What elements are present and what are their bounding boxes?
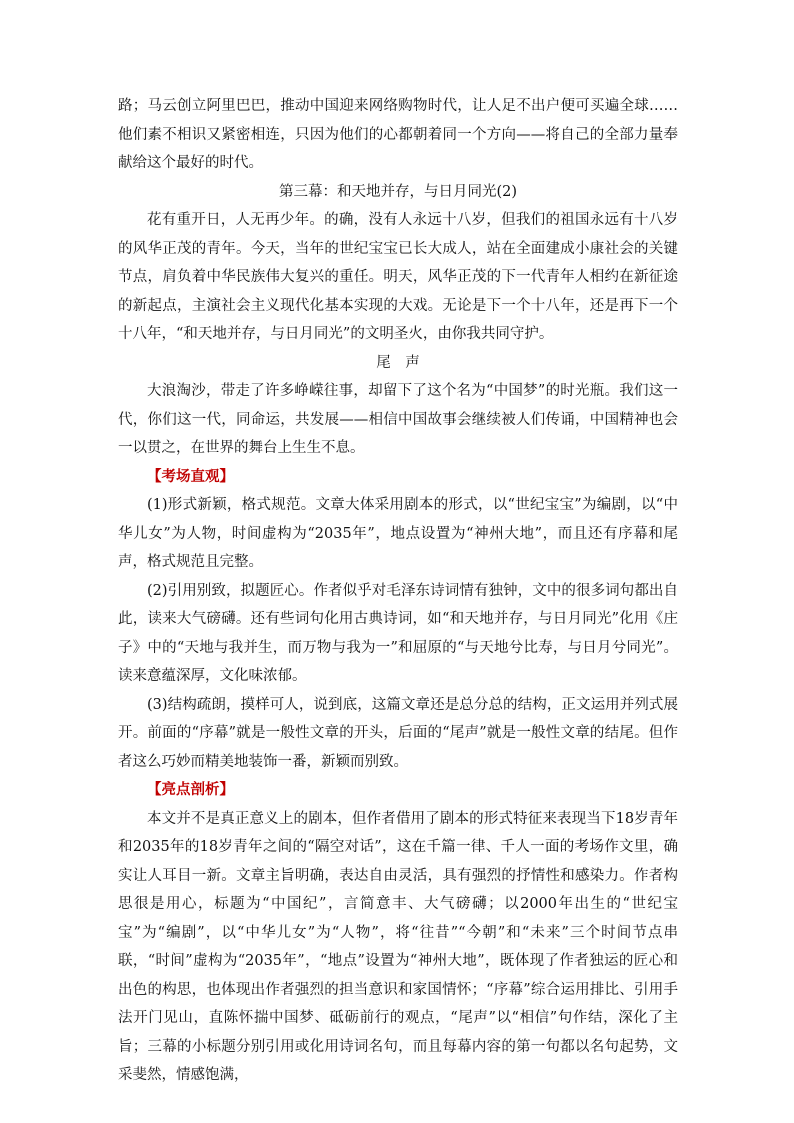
exam-view-point-1: (1)形式新颖，格式规范。文章大体采用剧本的形式，以“世纪宝宝”为编剧，以“中华儿女”为人物，时间虚构为“2035年”，地点设置为“神州大地”，而且还有序幕和尾声，格式规范且完整。 — [118, 497, 678, 570]
intro-paragraph: 路；马云创立阿里巴巴，推动中国迎来网络购物时代，让人足不出户便可买遍全球……他们素不相识又紧密相连，只因为他们的心都朝着同一个方向——将自己的全部力量奉献给这个最好的时代。 — [118, 98, 678, 171]
section-exam-view-tag: 【考场直观】 — [147, 467, 234, 485]
exam-view-point-3: (3)结构疏朗，摸样可人，说到底，这篇文章还是总分总的结构，正文运用并列式展开。前面的“序幕”就是一般性文章的开头，后面的“尾声”就是一般性文章的结尾。但作者这么巧妙而精美地装饰一番，新颖而别致。 — [118, 696, 678, 770]
act3-title: 第三幕：和天地并存，与日月同光(2) — [278, 183, 518, 200]
epilogue-paragraph: 大浪淘沙，带走了许多峥嵘往事，却留下了这个名为“中国梦”的时光瓶。我们这一代，你们这一代，同命运，共发展——相信中国故事会继续被人们传诵，中国精神也会一以贯之，在世界的舞台上生生不息。 — [118, 383, 678, 456]
epilogue-title: 尾 声 — [376, 354, 420, 371]
highlight-paragraph: 本文并不是真正意义上的剧本，但作者借用了剧本的形式特征来表现当下18岁青年和2035年的18岁青年之间的“隔空对话”，这在千篇一律、千人一面的考场作文里，确实让人耳目一新。文章主旨明确，表达自由灵活，具有强烈的抒情性和感染力。作者构思很是用心，标题为“中国纪”，言简意丰、大气磅礴；以2000年出生的“世纪宝宝”为“编剧”，以“中华儿女”为“人物”，将“往昔”“今朝”和“未来”三个时间节点串联，“时间”虚构为“2035年”，“地点”设置为“神州大地”，既体现了作者独运的匠心和出色的构思，也体现出作者强烈的担当意识和家国情怀；“序幕”综合运用排比、引用手法开门见山，直陈怀揣中国梦、砥砺前行的观点，“尾声”以“相信”句作结，深化了主旨；三幕的小标题分别引用或化用诗词名句，而且每幕内容的第一句都以名句起势，文采斐然，情感饱满， — [118, 810, 678, 1083]
act3-paragraph: 花有重开日，人无再少年。的确，没有人永远十八岁，但我们的祖国永远有十八岁的风华正茂的青年。今天，当年的世纪宝宝已长大成人，站在全面建成小康社会的关键节点，肩负着中华民族伟大复兴的重任。明天，风华正茂的下一代青年人相约在新征途的新起点，主演社会主义现代化基本实现的大戏。无论是下一个十八年，还是再下一个十八年，“和天地并存，与日月同光”的文明圣火，由你我共同守护。 — [118, 212, 678, 342]
exam-view-point-2: (2)引用别致，拟题匠心。作者似乎对毛泽东诗词情有独钟，文中的很多词句都出自此，读来大气磅礴。还有些词句化用古典诗词，如“和天地并存，与日月同光”化用《庄子》中的“天地与我并生，而万物与我为一”和屈原的“与天地兮比寿，与日月兮同光”。读来意蕴深厚，文化味浓郁。 — [118, 582, 678, 684]
section-highlight-tag: 【亮点剖析】 — [147, 781, 234, 798]
section-highlight-heading — [118, 776, 678, 805]
section-exam-view-heading — [118, 463, 678, 492]
document-page — [118, 92, 678, 1090]
